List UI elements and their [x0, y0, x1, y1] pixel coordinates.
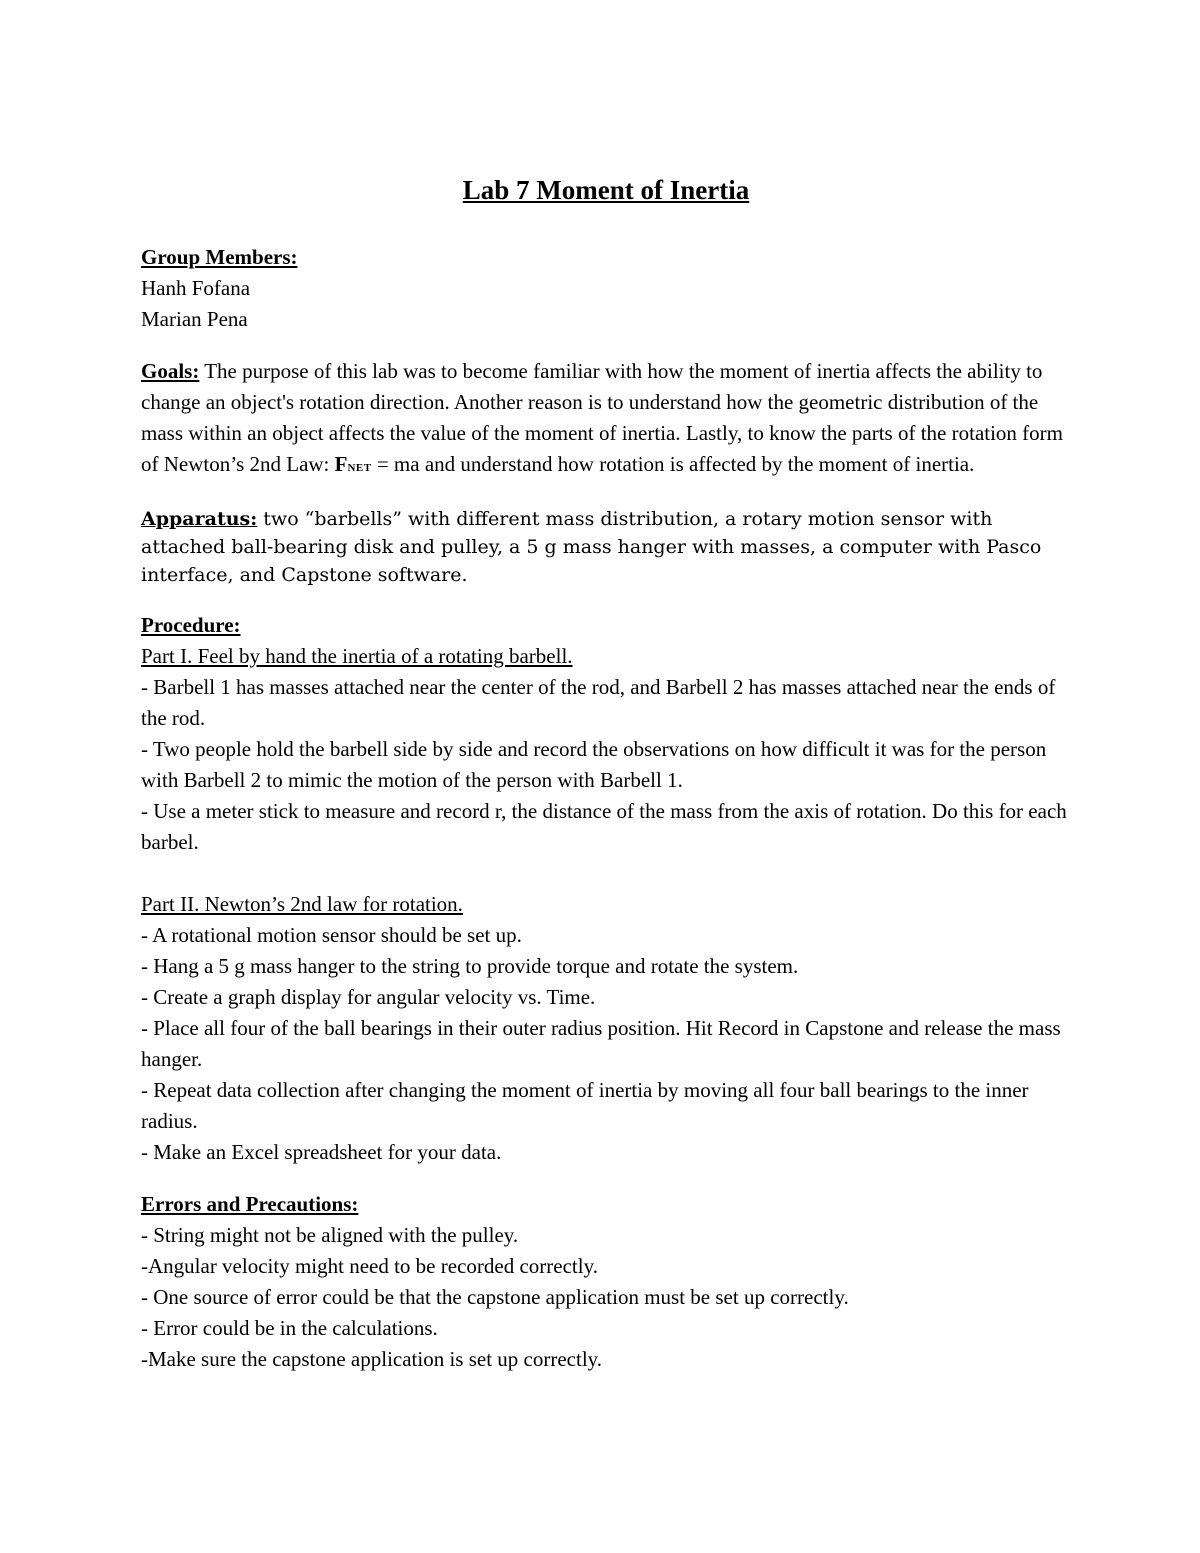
- errors-label: Errors and Precautions:: [141, 1192, 359, 1216]
- document-title: Lab 7 Moment of Inertia: [462, 175, 750, 205]
- group-member-2: Marian Pena: [141, 307, 248, 331]
- goals-text: The purpose of this lab was to become familiar with how the moment of inertia affects the ability to change an object's rotation direction. Another reason is to understand how the geometric distribution of the mass within an object affects the value of the moment of inertia. Lastly, to know the parts of the rotation form of Newton’s 2nd Law:: [141, 359, 1064, 476]
- spacer: [141, 1168, 1071, 1189]
- goals-label: Goals:: [141, 359, 200, 383]
- error-item: - One source of error could be that the capstone application must be set up correctly.: [141, 1285, 849, 1309]
- apparatus-text: two “barbells” with different mass distribution, a rotary motion sensor with attached ball-bearing disk and pulley, a 5 g mass hanger with masses, a computer with Pasco interface, and Capstone software.: [141, 508, 1042, 586]
- part1-step: - Use a meter stick to measure and record r, the distance of the mass from the axis of rotation. Do this for each barbel.: [141, 799, 1067, 854]
- goals-text-end: and understand how rotation is affected by the moment of inertia.: [419, 452, 975, 476]
- error-item: -Angular velocity might need to be recorded correctly.: [141, 1254, 598, 1278]
- apparatus-section: [141, 505, 1071, 589]
- group-members-section: [141, 242, 1071, 335]
- procedure-section: [141, 610, 1071, 1168]
- part2-step: - A rotational motion sensor should be set up.: [141, 923, 522, 947]
- formula-subscript: NET: [347, 462, 372, 474]
- formula-rest: = ma: [371, 452, 420, 476]
- part1-step: - Two people hold the barbell side by side and record the observations on how difficult it was for the person with Barbell 2 to mimic the motion of the person with Barbell 1.: [141, 737, 1047, 792]
- errors-section: [141, 1189, 1071, 1375]
- procedure-label: Procedure:: [141, 613, 241, 637]
- group-member-1: Hanh Fofana: [141, 276, 251, 300]
- error-item: -Make sure the capstone application is set up correctly.: [141, 1347, 603, 1371]
- part2-step: - Repeat data collection after changing the moment of inertia by moving all four ball bearings to the inner radius.: [141, 1078, 1029, 1133]
- document-page: [141, 170, 1071, 1375]
- part1-step: - Barbell 1 has masses attached near the center of the rod, and Barbell 2 has masses attached near the ends of the rod.: [141, 675, 1056, 730]
- goals-section: [141, 356, 1071, 484]
- apparatus-label: Apparatus:: [141, 508, 258, 530]
- part2-step: - Make an Excel spreadsheet for your data.: [141, 1140, 502, 1164]
- part2-step: - Hang a 5 g mass hanger to the string to provide torque and rotate the system.: [141, 954, 799, 978]
- group-members-label: Group Members:: [141, 245, 298, 269]
- part1-heading: Part I. Feel by hand the inertia of a rotating barbell.: [141, 644, 573, 668]
- part2-step: - Create a graph display for angular velocity vs. Time.: [141, 985, 596, 1009]
- part2-heading: Part II. Newton’s 2nd law for rotation.: [141, 892, 463, 916]
- spacer: [141, 858, 1071, 889]
- error-item: - String might not be aligned with the pulley.: [141, 1223, 519, 1247]
- formula-f: F: [334, 452, 348, 476]
- part2-step: - Place all four of the ball bearings in their outer radius position. Hit Record in Capstone and release the mass hanger.: [141, 1016, 1061, 1071]
- error-item: - Error could be in the calculations.: [141, 1316, 438, 1340]
